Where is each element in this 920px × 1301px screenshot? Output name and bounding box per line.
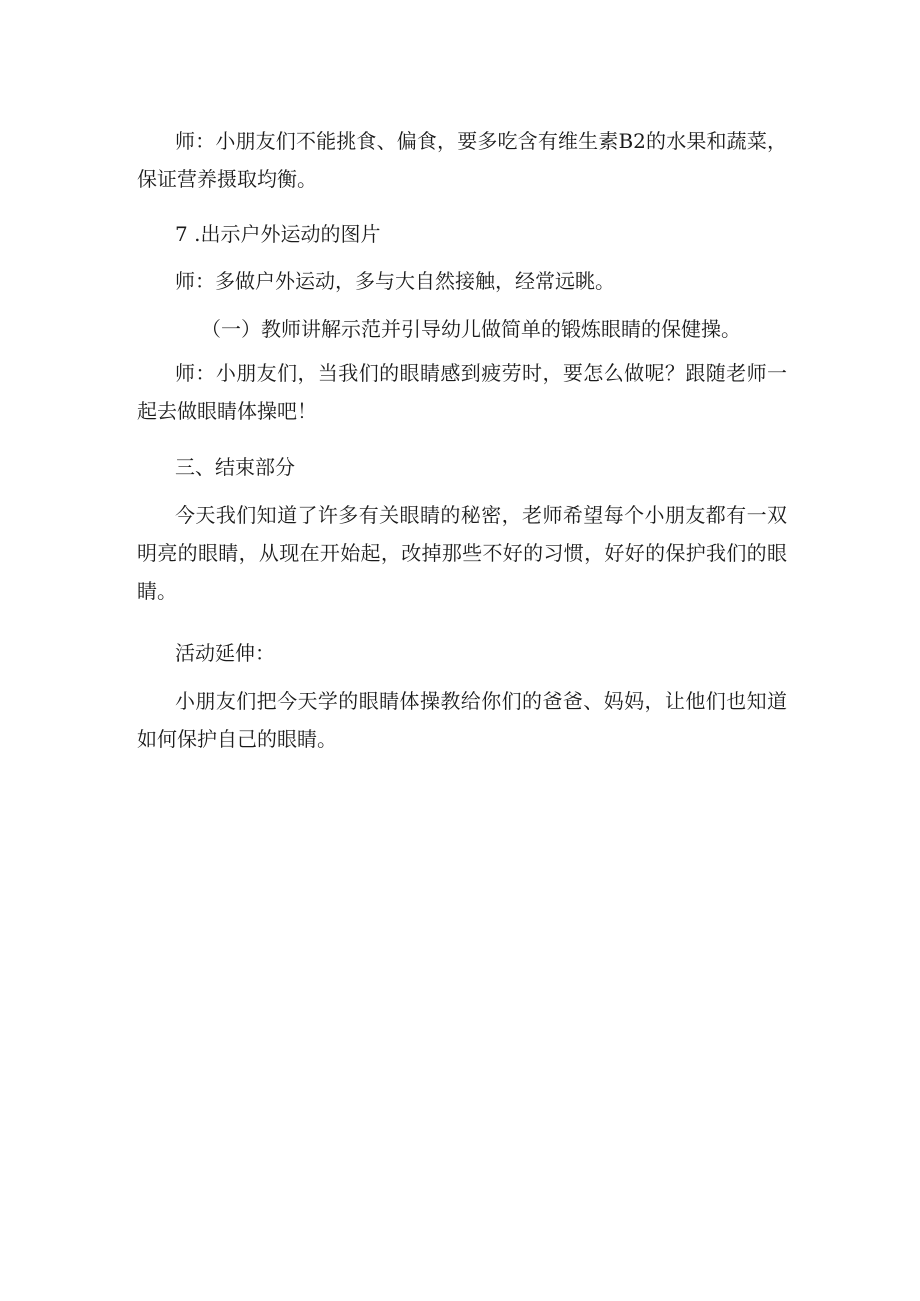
section-heading-ending: 三、结束部分 [175, 455, 295, 479]
paragraph-section-one: （一）教师讲解示范并引导幼儿做简单的锻炼眼睛的保健操。 [201, 317, 741, 341]
paragraph-step-7: 7 .出示户外运动的图片 [175, 222, 381, 246]
paragraph-teacher-outdoor: 师：多做户外运动，多与大自然接触，经常远眺。 [175, 269, 615, 293]
paragraph-teacher-diet: 师：小朋友们不能挑食、偏食，要多吃含有维生素B2的水果和蔬菜，保证营养摄取均衡。 [137, 129, 787, 191]
paragraph-summary: 今天我们知道了许多有关眼睛的秘密，老师希望每个小朋友都有一双明亮的眼睛，从现在开始起，改掉那些不好的习惯，好好的保护我们的眼睛。 [137, 503, 787, 603]
section-heading-extension: 活动延伸： [175, 641, 275, 665]
paragraph-extension: 小朋友们把今天学的眼睛体操教给你们的爸爸、妈妈，让他们也知道如何保护自己的眼睛。 [137, 689, 787, 751]
paragraph-teacher-eye-exercise: 师：小朋友们，当我们的眼睛感到疲劳时，要怎么做呢？跟随老师一起去做眼睛体操吧！ [137, 361, 787, 423]
